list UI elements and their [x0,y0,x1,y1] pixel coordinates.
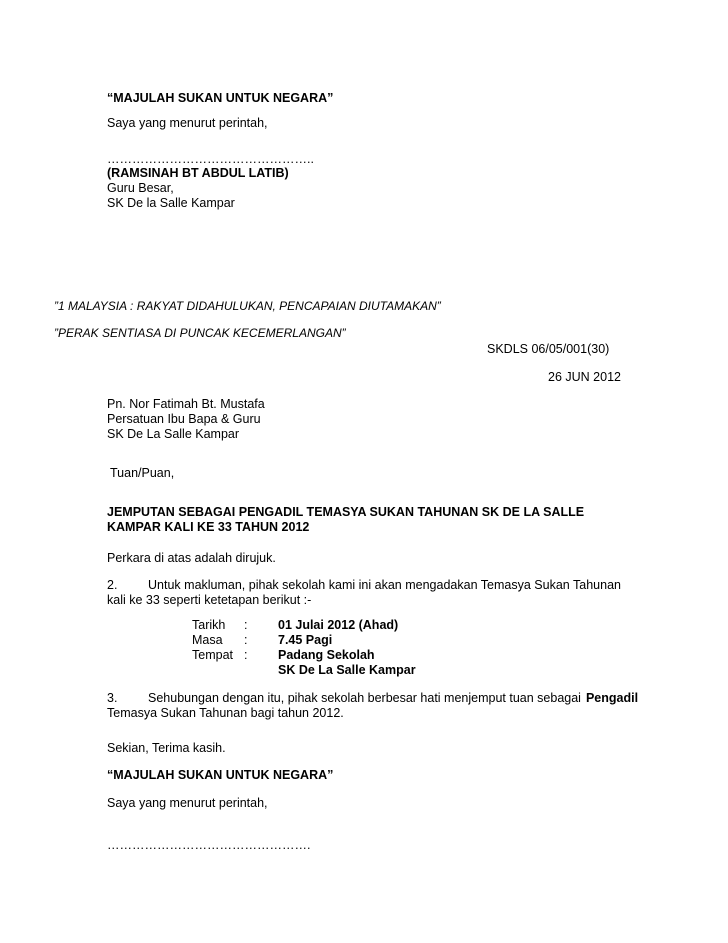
masa-colon: : [244,633,248,647]
paragraph-2-number: 2. [107,578,118,592]
slogan-perak: ”PERAK SENTIASA DI PUNCAK KECEMERLANGAN” [54,326,346,340]
salutation: Tuan/Puan, [110,466,175,480]
paragraph-3-line-1-text: Sehubungan dengan itu, pihak sekolah berbesar hati menjemput tuan sebagai [148,691,581,705]
closing-phrase-top: Saya yang menurut perintah, [107,116,268,130]
motto-bottom: “MAJULAH SUKAN UNTUK NEGARA” [107,768,334,782]
closing-text: Sekian, Terima kasih. [107,741,226,755]
tarikh-value: 01 Julai 2012 (Ahad) [278,618,399,632]
tarikh-label: Tarikh [192,618,226,632]
paragraph-3-line-1 [148,691,639,706]
tempat-value-1: Padang Sekolah [278,648,375,662]
signature-line-bottom: …………………………………………. [107,838,311,852]
paragraph-2-line-1: Untuk makluman, pihak sekolah kami ini akan mengadakan Temasya Sukan Tahunan [148,578,621,592]
paragraph-1: Perkara di atas adalah dirujuk. [107,551,276,565]
paragraph-3-line-2: Temasya Sukan Tahunan bagi tahun 2012. [107,706,344,720]
masa-label: Masa [192,633,223,647]
recipient-name: Pn. Nor Fatimah Bt. Mustafa [107,397,265,411]
tempat-label: Tempat [192,648,233,662]
tempat-value-2: SK De La Salle Kampar [278,663,416,677]
subject-line-1: JEMPUTAN SEBAGAI PENGADIL TEMASYA SUKAN TAHUNAN SK DE LA SALLE [107,505,585,519]
paragraph-3-line-1-bold: Pengadil [585,691,639,705]
paragraph-2-line-2: kali ke 33 seperti ketetapan berikut :- [107,593,312,607]
reference-number: SKDLS 06/05/001(30) [487,342,610,356]
tarikh-colon: : [244,618,248,632]
signatory-title: Guru Besar, [107,181,174,195]
closing-phrase-bottom: Saya yang menurut perintah, [107,796,268,810]
signature-line-top: ………………………………………….. [107,152,314,166]
recipient-school: SK De La Salle Kampar [107,427,240,441]
signatory-school: SK De la Salle Kampar [107,196,235,210]
masa-value: 7.45 Pagi [278,633,333,647]
slogan-1malaysia: ”1 MALAYSIA : RAKYAT DIDAHULUKAN, PENCAPAIAN DIUTAMAKAN” [54,299,441,313]
motto-top: “MAJULAH SUKAN UNTUK NEGARA” [107,91,334,105]
tempat-colon: : [244,648,248,662]
paragraph-3-number: 3. [107,691,118,705]
signatory-name: (RAMSINAH BT ABDUL LATIB) [107,166,289,180]
letter-date: 26 JUN 2012 [548,370,621,384]
subject-line-2: KAMPAR KALI KE 33 TAHUN 2012 [107,520,310,534]
recipient-org: Persatuan Ibu Bapa & Guru [107,412,261,426]
